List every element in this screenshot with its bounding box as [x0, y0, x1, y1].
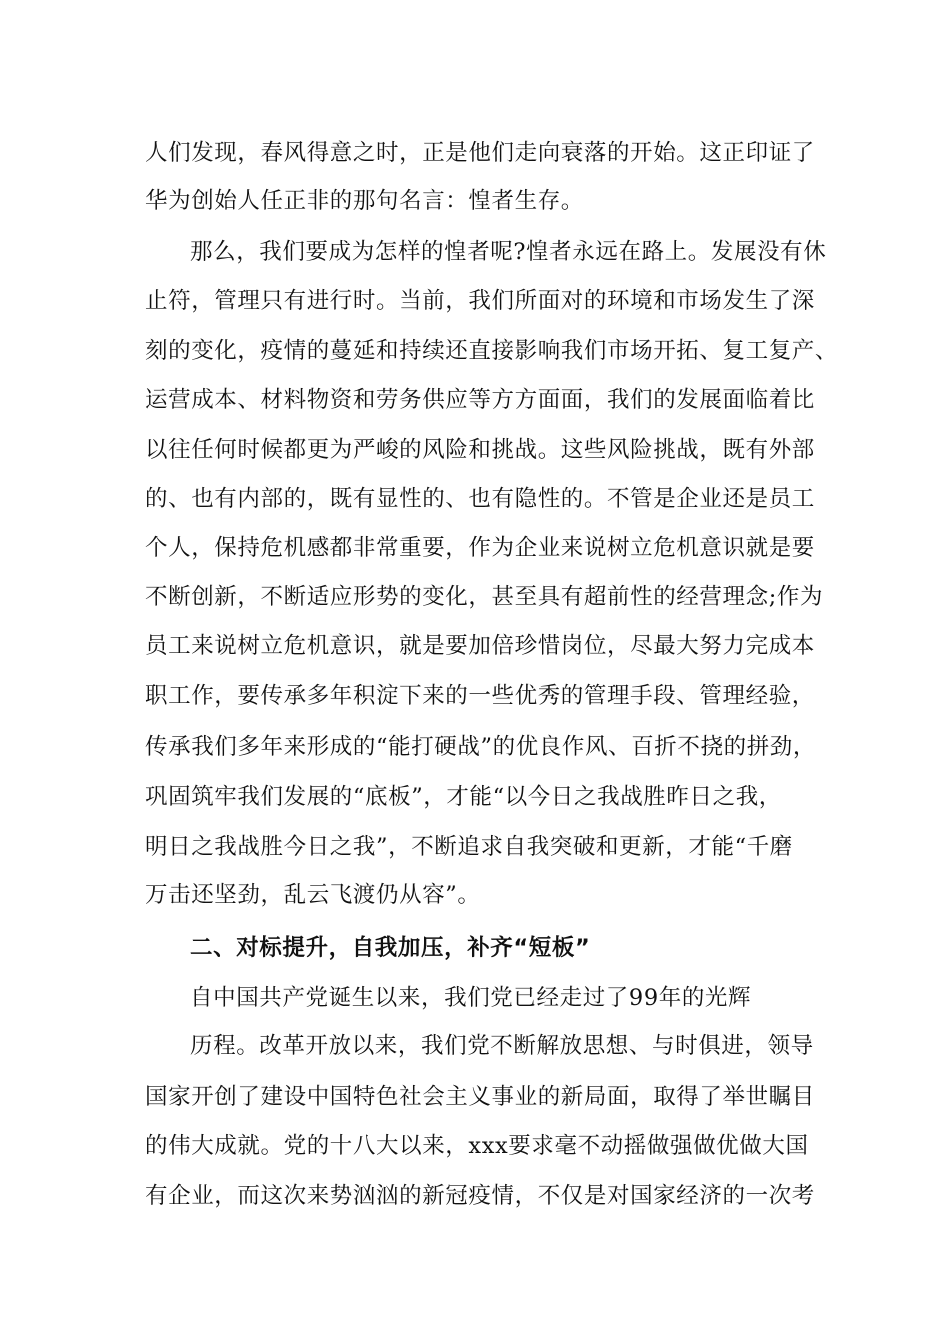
text-line: 的、也有内部的，既有显性的、也有隐性的。不管是企业还是员工: [145, 486, 815, 512]
text-line: 个人，保持危机感都非常重要，作为企业来说树立危机意识就是要: [145, 535, 815, 561]
paragraph-first-line: 那么，我们要成为怎样的惶者呢?惶者永远在路上。发展没有休: [190, 239, 827, 265]
text-line: 运营成本、材料物资和劳务供应等方方面面，我们的发展面临着比: [145, 387, 815, 413]
text-line: 明日之我战胜今日之我”，不断追求自我突破和更新，才能“千磨: [145, 834, 793, 860]
text-line: 有企业，而这次来势汹汹的新冠疫情，不仅是对国家经济的一次考: [145, 1183, 815, 1209]
text-line: 的伟大成就。党的十八大以来，xxx要求毫不动摇做强做优做大国: [145, 1133, 809, 1159]
text-line: 传承我们多年来形成的“能打硬战”的优良作风、百折不挠的拼劲，: [145, 734, 817, 760]
text-line: 职工作，要传承多年积淀下来的一些优秀的管理手段、管理经验，: [145, 683, 815, 709]
text-line: 员工来说树立危机意识，就是要加倍珍惜岗位，尽最大努力完成本: [145, 633, 815, 659]
text-line: 人们发现，春风得意之时，正是他们走向衰落的开始。这正印证了: [145, 140, 815, 166]
text-line: 止符，管理只有进行时。当前，我们所面对的环境和市场发生了深: [145, 288, 815, 314]
text-line: 万击还坚劲，乱云飞渡仍从容”。: [145, 882, 481, 908]
text-line: 以往任何时候都更为严峻的风险和挑战。这些风险挑战，既有外部: [145, 437, 815, 463]
text-line: 巩固筑牢我们发展的“底板”，才能“以今日之我战胜昨日之我，: [145, 784, 782, 810]
text-line: 历程。改革开放以来，我们党不断解放思想、与时俱进，领导: [190, 1033, 814, 1059]
text-line: 不断创新，不断适应形势的变化，甚至具有超前性的经营理念;作为: [145, 584, 824, 610]
text-line: 华为创始人任正非的那句名言：惶者生存。: [145, 188, 584, 214]
text-line: 刻的变化，疫情的蔓延和持续还直接影响我们市场开拓、复工复产、: [145, 338, 839, 364]
text-line: 国家开创了建设中国特色社会主义事业的新局面，取得了举世瞩目: [145, 1084, 815, 1110]
section-heading: 二、对标提升，自我加压，补齐“短板”: [190, 935, 591, 961]
paragraph-first-line: 自中国共产党诞生以来，我们党已经走过了99年的光辉: [190, 985, 752, 1011]
